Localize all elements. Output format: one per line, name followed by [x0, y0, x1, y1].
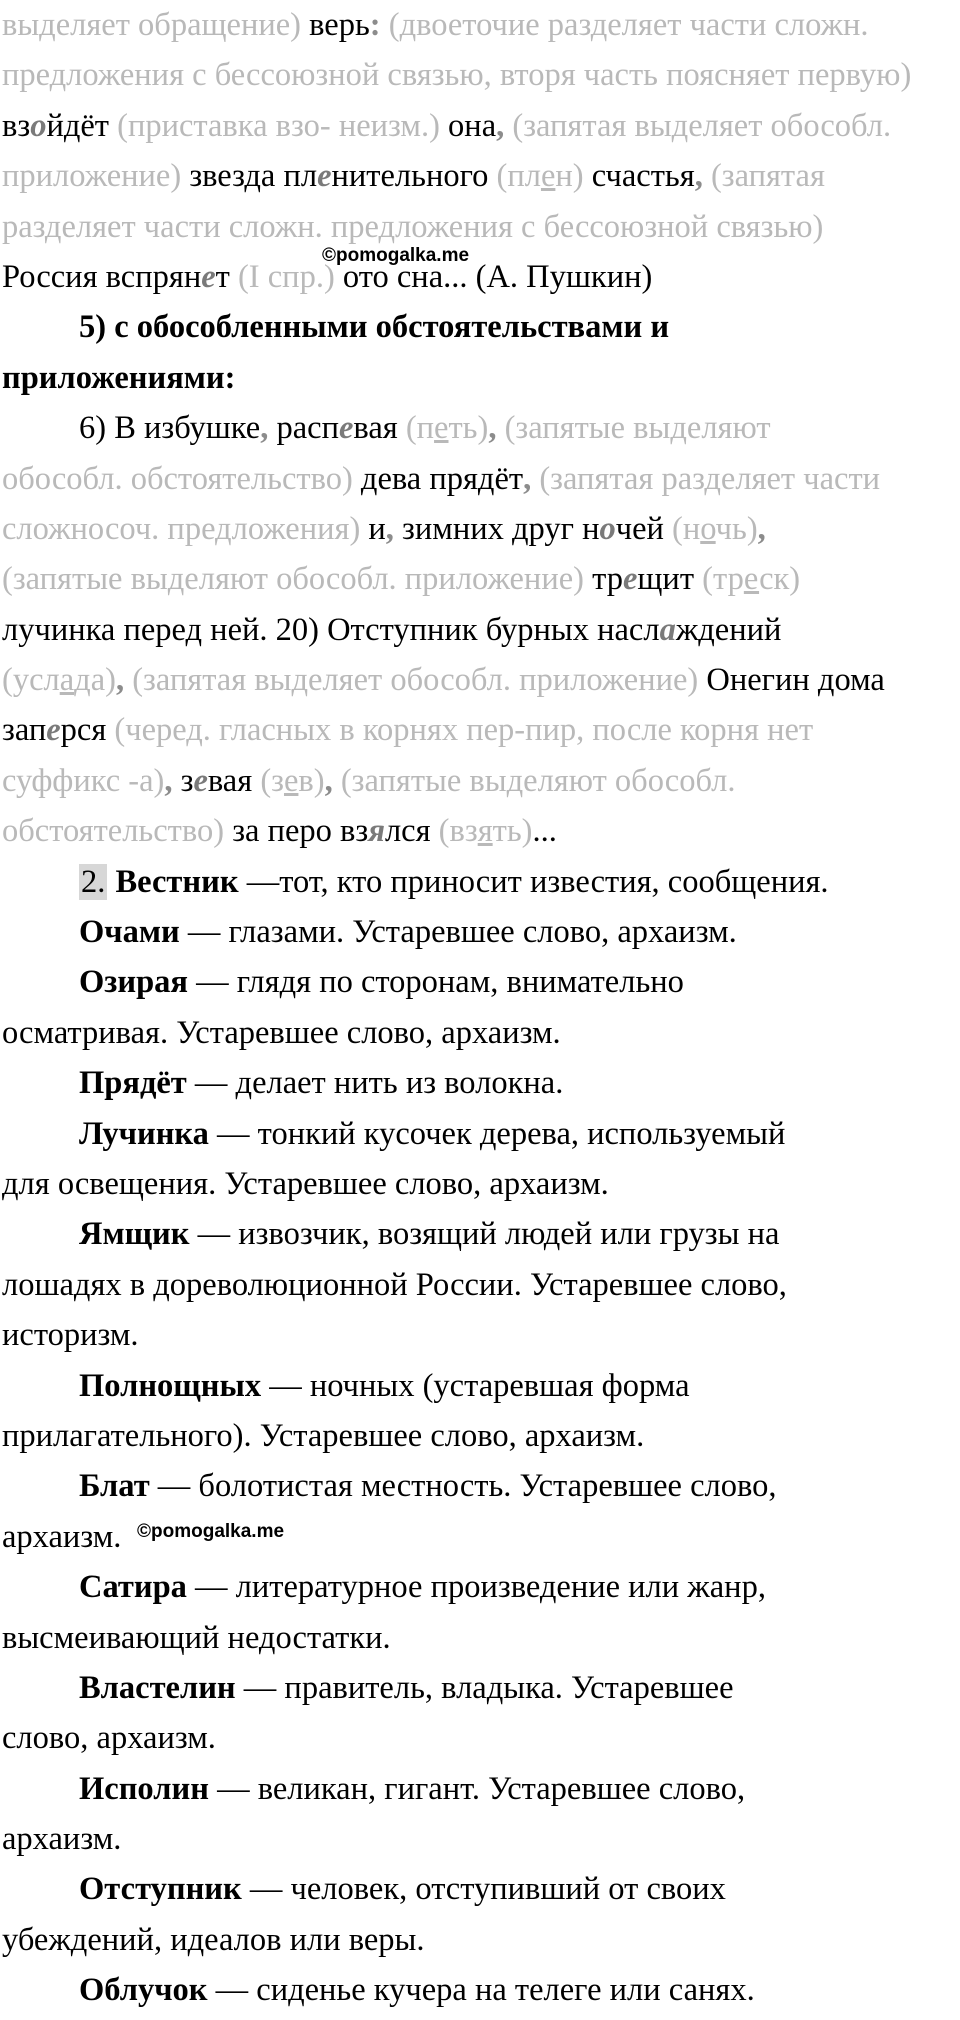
text-segment: зимних друг н: [393, 510, 600, 547]
text-segment: ,: [260, 410, 269, 447]
text-line: [2, 554, 956, 604]
text-segment: (черед. гласных в корнях пер-пир, после корня нет: [114, 712, 814, 749]
text-segment: разделяет части сложн. предложения с бессоюзной связью): [2, 208, 824, 245]
text-segment: Озирая: [79, 964, 188, 1001]
text-segment: лучинка перед ней. 20) Отступник бурных насл: [2, 611, 660, 648]
text-segment: вая: [207, 762, 261, 799]
text-line: [2, 1411, 956, 1461]
text-segment: е: [317, 158, 332, 195]
text-segment: — болотистая местность. Устаревшее слово,: [149, 1468, 777, 1505]
text-segment: (усл: [2, 662, 60, 699]
text-segment: рся: [60, 712, 115, 749]
text-segment: и: [368, 510, 386, 547]
text-segment: (I спр.): [237, 258, 343, 295]
text-line: [2, 605, 956, 655]
text-line: [2, 1109, 956, 1159]
text-line: [2, 705, 956, 755]
text-segment: — человек, отступивший от своих: [241, 1871, 726, 1908]
text-segment: Сатира: [79, 1569, 187, 1606]
text-segment: архаизм.: [2, 1821, 122, 1858]
text-segment: высмеивающий недостатки.: [2, 1619, 391, 1656]
text-line: [2, 504, 956, 554]
text-segment: Прядёт: [79, 1065, 187, 1102]
text-segment: Лучинка: [79, 1115, 209, 1152]
text-line: [2, 1713, 956, 1763]
text-line: [2, 151, 956, 201]
text-segment: (запятые выделяют обособл. приложение): [2, 561, 593, 598]
text-line: [2, 1260, 956, 1310]
text-line: [2, 1814, 956, 1864]
text-segment: :: [369, 7, 381, 43]
text-segment: историзм.: [2, 1317, 139, 1354]
text-segment: обособл. обстоятельство): [2, 460, 361, 497]
text-segment: — глядя по сторонам, внимательно: [187, 964, 684, 1001]
text-segment: вз: [2, 107, 31, 144]
text-segment: 6) В избушке: [79, 410, 261, 447]
text-segment: — великан, гигант. Устаревшее слово,: [208, 1770, 746, 1807]
text-segment: убеждений, идеалов или веры.: [2, 1921, 425, 1958]
text-segment: е: [743, 561, 760, 598]
text-segment: (приставка взо- неизм.): [117, 107, 449, 144]
text-segment: — извозчик, возящий людей или грузы на: [189, 1216, 780, 1253]
text-segment: ть): [448, 410, 489, 447]
text-segment: Онегин дома: [706, 662, 885, 699]
watermark: ©pomogalka.me: [137, 1521, 285, 1542]
text-segment: Ямщик: [79, 1216, 190, 1253]
text-segment: слово, архаизм.: [2, 1720, 216, 1757]
text-segment: за перо вз: [232, 813, 369, 850]
text-segment: ,: [694, 158, 703, 195]
text-segment: — правитель, владыка. Устаревшее: [235, 1669, 734, 1706]
text-segment: чь): [715, 510, 758, 547]
text-segment: Властелин: [79, 1669, 236, 1706]
text-segment: (вз: [438, 813, 478, 850]
text-segment: предложения с бессоюзной связью, вторя часть поясняет первую): [2, 57, 912, 94]
text-line: [2, 1613, 956, 1663]
text-segment: (запятые выделяют: [496, 410, 771, 447]
text-segment: ждений: [675, 611, 782, 648]
text-segment: Полнощных: [79, 1367, 262, 1404]
text-segment: (запятая: [702, 158, 825, 195]
text-segment: лся: [384, 813, 439, 850]
text-segment: ,: [523, 460, 532, 497]
text-segment: (двоеточие разделяет части сложн.: [380, 7, 869, 43]
text-segment: Исполин: [79, 1770, 209, 1807]
text-segment: зап: [2, 712, 47, 749]
text-segment: дева прядёт: [360, 460, 524, 497]
text-segment: ,: [164, 762, 173, 799]
text-segment: е: [201, 258, 216, 295]
text-segment: (тр: [702, 561, 744, 598]
text-line: [2, 1209, 956, 1259]
text-segment: —тот, кто приносит известия, сообщения.: [238, 863, 829, 900]
text-segment: [107, 864, 115, 900]
text-segment: о: [599, 510, 616, 547]
text-line: [2, 202, 956, 252]
text-segment: ск): [759, 561, 801, 598]
text-segment: — сиденье кучера на телеге или санях.: [207, 1972, 755, 2009]
text-segment: сложносоч. предложения): [2, 510, 369, 547]
text-segment: (пл: [496, 158, 541, 195]
text-segment: о: [30, 107, 47, 144]
text-line: [2, 655, 956, 705]
text-segment: тр: [592, 561, 623, 598]
text-segment: ...: [532, 813, 557, 850]
text-line: [2, 1310, 956, 1360]
text-segment: 5) с обособленными обстоятельствами и: [79, 309, 670, 346]
text-segment: ть): [492, 813, 533, 850]
text-line: [2, 907, 956, 957]
text-segment: е: [283, 762, 299, 799]
text-segment: я: [477, 813, 493, 850]
text-segment: приложениями:: [2, 359, 236, 396]
text-segment: Отступник: [79, 1871, 242, 1908]
text-segment: (запятые выделяют обособл.: [332, 762, 736, 799]
text-segment: н): [555, 158, 592, 195]
text-segment: (запятая разделяет части: [531, 460, 881, 497]
text-segment: Блат: [79, 1468, 150, 1505]
text-segment: верь: [309, 7, 370, 43]
text-line: [2, 857, 956, 907]
text-segment: приложение): [2, 158, 190, 195]
text-segment: ,: [115, 662, 125, 699]
text-line: [2, 1461, 956, 1511]
text-segment: ,: [496, 107, 505, 144]
text-segment: е: [540, 158, 556, 195]
text-segment: — глазами. Устаревшее слово, архаизм.: [179, 914, 737, 951]
text-segment: Очами: [79, 914, 180, 951]
text-line: [2, 1663, 956, 1713]
text-line: [2, 1965, 956, 2015]
text-segment: Вестник: [115, 863, 239, 900]
text-segment: выделяет обращение): [2, 7, 310, 43]
text-segment: е: [434, 410, 449, 447]
text-segment: ,: [324, 762, 333, 799]
text-line: [2, 756, 956, 806]
text-line: [2, 403, 956, 453]
text-segment: (з: [260, 762, 284, 799]
text-segment: а: [659, 611, 676, 648]
text-segment: — ночных (устаревшая форма: [261, 1367, 690, 1404]
text-line: [2, 1562, 956, 1612]
text-segment: йдёт: [46, 107, 118, 144]
text-segment: архаизм.: [2, 1518, 122, 1555]
text-line: [2, 1008, 956, 1058]
text-line: [2, 252, 956, 302]
text-line: [2, 1159, 956, 1209]
text-line: [2, 806, 956, 856]
text-segment: щит: [637, 561, 703, 598]
text-segment: ото сна... (А. Пушкин): [342, 258, 653, 295]
text-line: [2, 1361, 956, 1411]
text-segment: лошадях в дореволюционной России. Устаревшее слово,: [2, 1266, 787, 1303]
text-segment: ,: [757, 510, 766, 547]
text-segment: (запятая выделяет обособл. приложение): [124, 662, 707, 699]
text-segment: 2.: [81, 863, 106, 900]
text-line: [2, 957, 956, 1007]
text-segment: т: [215, 258, 238, 295]
text-segment: — тонкий кусочек дерева, используемый: [208, 1115, 786, 1152]
watermark: ©pomogalka.me: [322, 245, 470, 266]
text-line: [2, 302, 956, 352]
text-line: [2, 0, 956, 50]
text-line: [2, 101, 956, 151]
text-segment: е: [193, 762, 208, 799]
text-segment: обстоятельство): [2, 813, 233, 850]
text-segment: осматривая. Устаревшее слово, архаизм.: [2, 1014, 561, 1051]
text-line: [2, 1915, 956, 1965]
text-segment: расп: [268, 410, 339, 447]
text-line: [2, 1764, 956, 1814]
text-segment: (н: [672, 510, 701, 547]
text-segment: звезда пл: [189, 158, 318, 195]
text-segment: ,: [385, 510, 394, 547]
text-body: [2, 0, 956, 2016]
text-segment: она: [448, 107, 497, 144]
text-line: [2, 353, 956, 403]
text-line: [2, 50, 956, 100]
text-line: [2, 1058, 956, 1108]
text-segment: нительного: [331, 158, 497, 195]
text-segment: в): [298, 762, 325, 799]
text-segment: суффикс -а): [2, 762, 165, 799]
text-segment: — делает нить из волокна.: [186, 1065, 564, 1102]
text-segment: да): [74, 662, 116, 699]
text-segment: (запятая выделяет обособл.: [504, 107, 892, 144]
text-segment: чей: [615, 510, 673, 547]
text-segment: е: [622, 561, 638, 598]
text-segment: вая: [353, 410, 406, 447]
text-segment: Облучок: [79, 1972, 208, 2009]
text-segment: счастья: [591, 158, 695, 195]
text-segment: з: [172, 762, 194, 799]
text-segment: — литературное произведение или жанр,: [186, 1569, 766, 1606]
text-segment: Россия вспрян: [2, 258, 202, 295]
text-segment: (п: [405, 410, 435, 447]
text-segment: а: [59, 662, 75, 699]
text-segment: о: [700, 510, 716, 547]
text-line: [2, 454, 956, 504]
text-segment: ,: [488, 410, 497, 447]
text-segment: прилагательного). Устаревшее слово, архаизм.: [2, 1417, 645, 1454]
text-segment: е: [46, 712, 61, 749]
text-segment: е: [338, 410, 354, 447]
text-line: [2, 1864, 956, 1914]
text-segment: для освещения. Устаревшее слово, архаизм.: [2, 1165, 609, 1202]
text-segment: я: [368, 813, 385, 850]
